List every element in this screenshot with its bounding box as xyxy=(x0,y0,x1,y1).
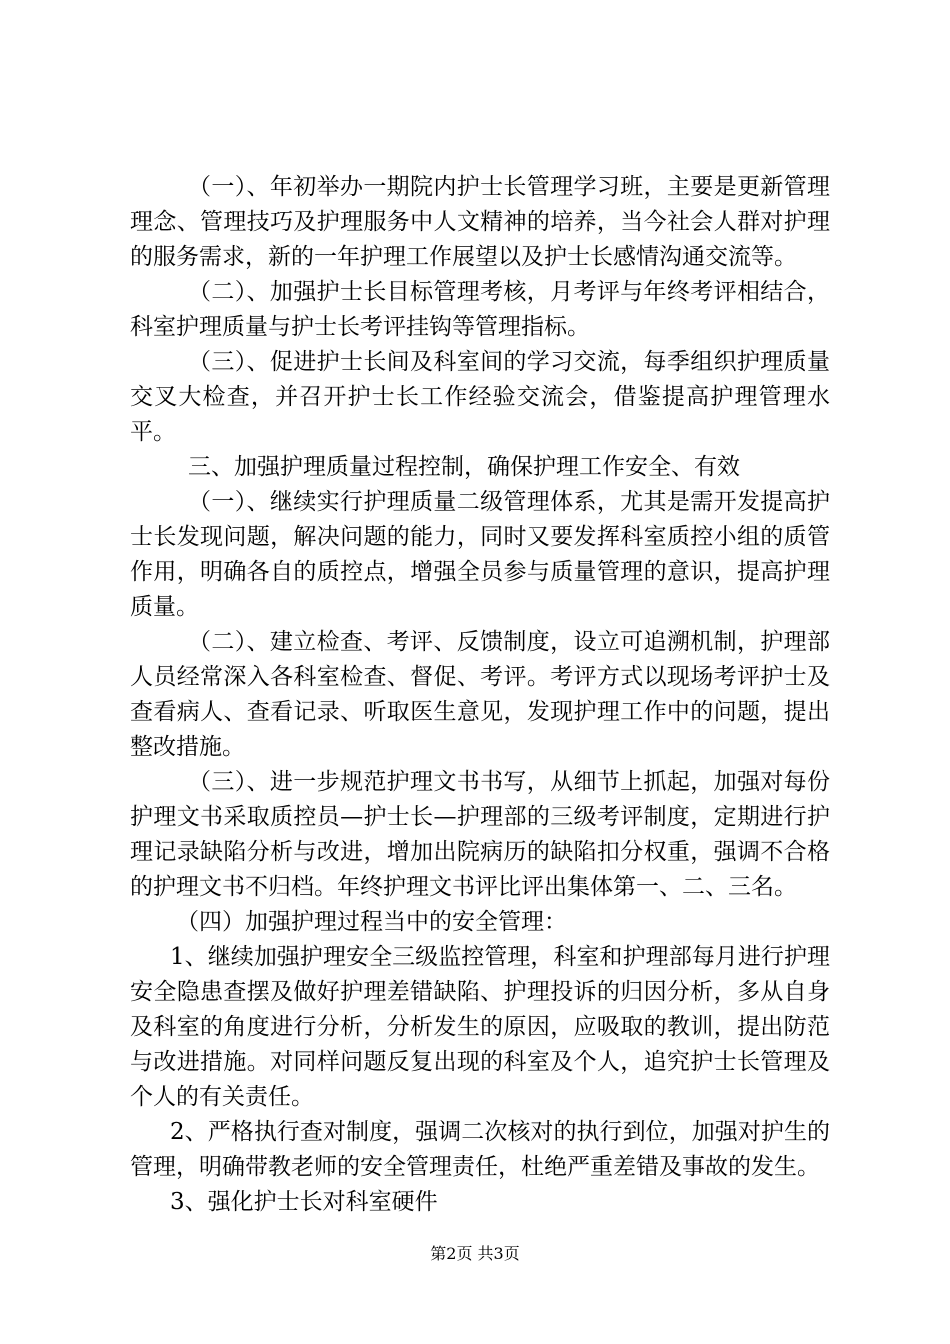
list-item-3: 3、强化护士长对科室硬件 xyxy=(170,1189,438,1215)
paragraph-7: （三）、进一步规范护理文书书写，从细节上抓起，加强对每份护理文书采取质控员—护士长—护理部的三级考评制度，定期进行护理记录缺陷分析与改进，增加出院病历的缺陷扣分权重，强调不合格的护理文书不归档。年终护理文书评比评出集体第一、二、三名。 xyxy=(130,769,830,900)
document-body xyxy=(130,170,830,1220)
section-heading-3: 三、加强护理质量过程控制，确保护理工作安全、有效 xyxy=(188,454,740,480)
subsection-heading-4: （四）加强护理过程当中的安全管理： xyxy=(176,909,567,935)
list-item-2: 2、严格执行查对制度，强调二次核对的执行到位，加强对护生的管理，明确带教老师的安全管理责任，杜绝严重差错及事故的发生。 xyxy=(130,1119,830,1180)
paragraph-5: （一）、继续实行护理质量二级管理体系，尤其是需开发提高护士长发现问题，解决问题的能力，同时又要发挥科室质控小组的质管作用，明确各自的质控点，增强全员参与质量管理的意识，提高护理质量。 xyxy=(130,489,830,620)
paragraph-3: （三）、促进护士长间及科室间的学习交流，每季组织护理质量交叉大检查，并召开护士长工作经验交流会，借鉴提高护理管理水平。 xyxy=(130,349,830,445)
list-item-1: 1、继续加强护理安全三级监控管理，科室和护理部每月进行护理安全隐患查摆及做好护理差错缺陷、护理投诉的归因分析，多从自身及科室的角度进行分析，分析发生的原因，应吸取的教训，提出防范与改进措施。对同样问题反复出现的科室及个人，追究护士长管理及个人的有关责任。 xyxy=(130,944,830,1110)
page-footer: 第2页 共3页 xyxy=(430,1244,520,1263)
paragraph-2: （二）、加强护士长目标管理考核，月考评与年终考评相结合，科室护理质量与护士长考评挂钩等管理指标。 xyxy=(130,279,830,340)
paragraph-1: （一）、年初举办一期院内护士长管理学习班，主要是更新管理理念、管理技巧及护理服务中人文精神的培养，当今社会人群对护理的服务需求，新的一年护理工作展望以及护士长感情沟通交流等。 xyxy=(130,174,830,270)
paragraph-6: （二）、建立检查、考评、反馈制度，设立可追溯机制，护理部人员经常深入各科室检查、督促、考评。考评方式以现场考评护士及查看病人、查看记录、听取医生意见，发现护理工作中的问题，提出整改措施。 xyxy=(130,629,830,760)
